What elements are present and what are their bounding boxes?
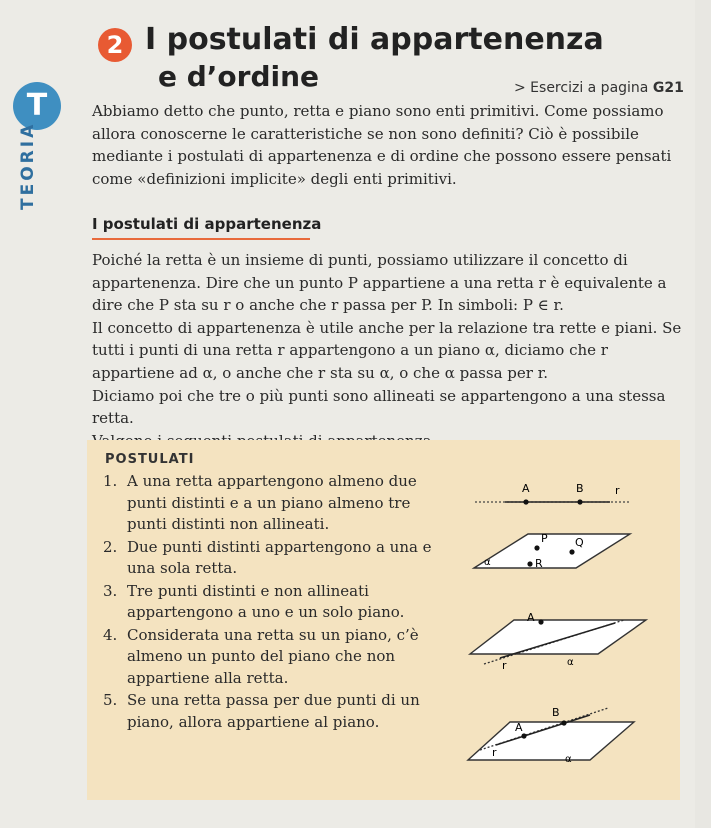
- intro-paragraph: Abbiamo detto che punto, retta e piano sono enti primitivi. Come possiamo allora conoscerne le caratteristiche se non sono definiti? Ciò è possibile mediante i postulati di appartenenza e di ordine che possono essere pensati come «definizioni implicite» degli enti primitivi.: [92, 102, 672, 188]
- plane-alpha: [474, 534, 630, 568]
- point-q: [569, 549, 574, 554]
- point-a: [538, 619, 543, 624]
- label-alpha: α: [567, 657, 574, 668]
- theory-badge: T: [13, 82, 61, 130]
- postulate-text: A una retta appartengono almeno due punti distinti e a un piano almeno tre punti distinti non allineati.: [127, 472, 417, 533]
- diagram-plane-line-point: [470, 611, 646, 672]
- label-r: r: [502, 659, 507, 672]
- section-title: I postulati di appartenenza: [145, 22, 604, 57]
- postulate-text: Considerata una retta su un piano, c’è almeno un punto del piano che non appartiene alla retta.: [127, 625, 419, 687]
- plane-alpha: [470, 620, 646, 654]
- label-r: r: [492, 746, 497, 759]
- postulate-item: [103, 471, 433, 536]
- label-a: A: [515, 721, 523, 734]
- postulates-diagrams: [440, 470, 680, 800]
- postulate-number: 3.: [103, 581, 118, 600]
- point-r: [527, 561, 532, 566]
- body-paragraph-1: Poiché la retta è un insieme di punti, possiamo utilizzare il concetto di appartenenza. Dire che un punto P appartiene a una retta r è equivalente a dire che P sta su r o anche che r passa per P. In simboli: P ∈ r.: [92, 251, 667, 315]
- label-q: Q: [575, 536, 584, 549]
- postulate-number: 2.: [103, 537, 118, 556]
- point-b: [577, 499, 582, 504]
- postulate-number: 4.: [103, 625, 118, 644]
- diagram-line-two-points: [475, 482, 630, 505]
- exercise-reference-prefix: > Esercizi a pagina: [514, 80, 649, 96]
- body-paragraph-3: Diciamo poi che tre o più punti sono allineati se appartengono a una stessa retta.: [92, 386, 666, 428]
- label-b: B: [576, 482, 584, 495]
- exercise-reference: [514, 80, 684, 96]
- postulate-item: [103, 581, 433, 624]
- label-a: A: [522, 482, 530, 495]
- label-r: R: [535, 557, 543, 570]
- label-alpha: α: [484, 557, 491, 568]
- section-subtitle: e d’ordine: [158, 60, 320, 93]
- heading-underline: [92, 238, 310, 240]
- postulates-list: [103, 471, 433, 734]
- point-p: [534, 545, 539, 550]
- theory-side-label: TEORIA: [18, 121, 38, 210]
- diagram-plane-three-points: [474, 532, 630, 570]
- section-number-badge: 2: [98, 28, 132, 62]
- postulates-title: POSTULATI: [105, 452, 195, 467]
- body-paragraph-2: Il concetto di appartenenza è utile anche per la relazione tra rette e piani. Se tutti i punti di una retta r appartengono a un piano α, diciamo che r appartiene ad α, o anche che r sta su α, o che α passa per r.: [92, 318, 682, 382]
- postulate-text: Tre punti distinti e non allineati appartengono a uno e un solo piano.: [127, 581, 405, 621]
- label-r: r: [615, 484, 620, 497]
- postulate-text: Se una retta passa per due punti di un piano, allora appartiene al piano.: [127, 691, 420, 731]
- label-a: A: [527, 611, 535, 624]
- label-b: B: [552, 706, 560, 719]
- point-b: [561, 720, 566, 725]
- diagram-plane-line-two-points: [468, 706, 634, 765]
- label-p: P: [541, 532, 548, 545]
- page-binding-edge: [695, 0, 711, 828]
- subsection-heading: I postulati di appartenenza: [92, 215, 322, 233]
- postulate-item: [103, 537, 433, 580]
- postulate-item: [103, 690, 433, 733]
- postulate-text: Due punti distinti appartengono a una e una sola retta.: [127, 537, 432, 577]
- point-a: [523, 499, 528, 504]
- exercise-reference-page: G21: [652, 80, 684, 96]
- section-body: [92, 249, 685, 452]
- point-a: [521, 733, 526, 738]
- label-alpha: α: [565, 754, 572, 765]
- postulate-number: 1.: [103, 472, 118, 490]
- postulate-number: 5.: [103, 691, 118, 709]
- postulate-item: [103, 625, 433, 690]
